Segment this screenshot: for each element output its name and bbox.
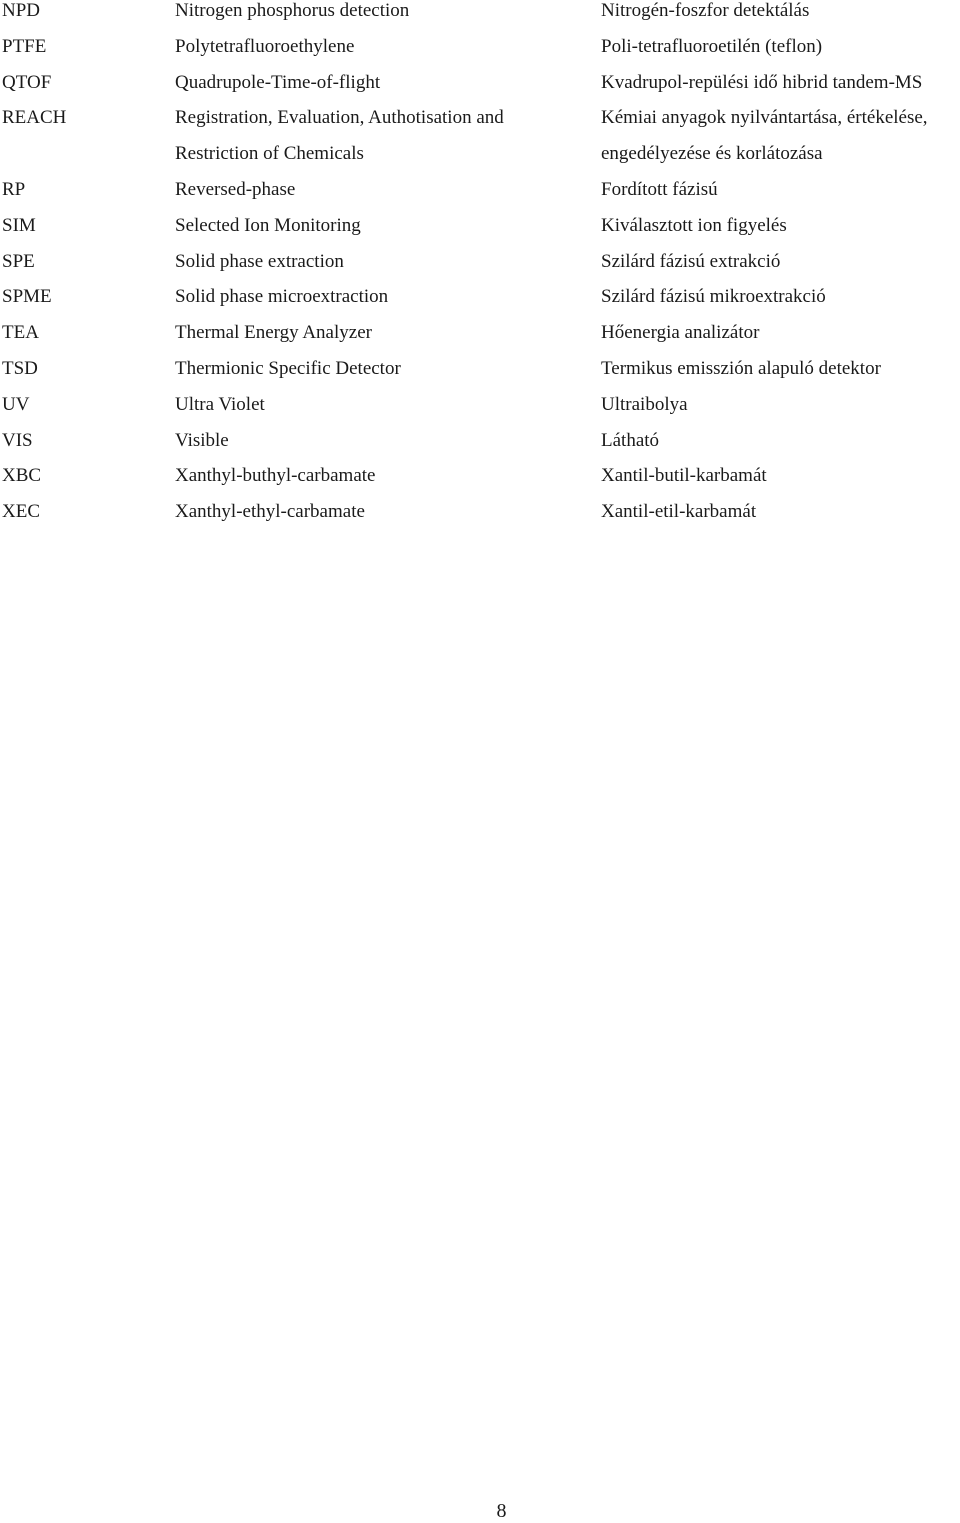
hungarian-term: Ultraibolya <box>601 393 688 415</box>
table-row <box>0 501 960 537</box>
english-term-line-1: Registration, Evaluation, Authotisation and <box>175 107 504 129</box>
english-term: Reversed-phase <box>175 178 296 200</box>
table-row <box>0 394 960 430</box>
english-term-line-2: Restriction of Chemicals <box>175 143 364 165</box>
table-row <box>0 322 960 358</box>
hungarian-term: Nitrogén-foszfor detektálás <box>601 0 810 21</box>
table-row <box>0 107 960 179</box>
hungarian-term: Kvadrupol-repülési idő hibrid tandem-MS <box>601 71 923 93</box>
abbreviation: RP <box>2 178 26 200</box>
hungarian-term: Látható <box>601 429 660 451</box>
abbreviation: TEA <box>2 322 39 344</box>
abbreviation: TSD <box>2 357 38 379</box>
hungarian-term: Xantil-etil-karbamát <box>601 501 757 523</box>
hungarian-term: Fordított fázisú <box>601 178 718 200</box>
english-term: Thermionic Specific Detector <box>175 357 401 379</box>
hungarian-term-line-1: Kémiai anyagok nyilvántartása, értékelése, <box>601 107 928 129</box>
table-row <box>0 286 960 322</box>
english-term: Visible <box>175 429 229 451</box>
table-row <box>0 0 960 36</box>
table-row <box>0 72 960 108</box>
abbreviation-table <box>0 0 960 537</box>
hungarian-term <box>601 107 928 164</box>
hungarian-term: Hőenergia analizátor <box>601 322 760 344</box>
english-term: Xanthyl-buthyl-carbamate <box>175 465 376 487</box>
hungarian-term: Kiválasztott ion figyelés <box>601 214 787 236</box>
abbreviation: SPME <box>2 286 52 308</box>
table-row <box>0 465 960 501</box>
abbreviation: QTOF <box>2 71 52 93</box>
table-row <box>0 358 960 394</box>
table-row <box>0 36 960 72</box>
table-row <box>0 179 960 215</box>
english-term <box>175 107 504 164</box>
hungarian-term: Poli-tetrafluoroetilén (teflon) <box>601 35 823 57</box>
page-number: 8 <box>496 1500 507 1522</box>
english-term: Selected Ion Monitoring <box>175 214 361 236</box>
english-term: Solid phase extraction <box>175 250 344 272</box>
english-term: Ultra Violet <box>175 393 265 415</box>
abbreviation: VIS <box>2 429 33 451</box>
english-term: Solid phase microextraction <box>175 286 389 308</box>
hungarian-term: Termikus emisszión alapuló detektor <box>601 357 881 379</box>
table-row <box>0 251 960 287</box>
english-term: Xanthyl-ethyl-carbamate <box>175 501 365 523</box>
abbreviation: UV <box>2 393 30 415</box>
abbreviation: NPD <box>2 0 41 21</box>
hungarian-term: Szilárd fázisú extrakció <box>601 250 781 272</box>
table-row <box>0 215 960 251</box>
hungarian-term: Szilárd fázisú mikroextrakció <box>601 286 826 308</box>
english-term: Thermal Energy Analyzer <box>175 322 372 344</box>
hungarian-term: Xantil-butil-karbamát <box>601 465 767 487</box>
abbreviation: PTFE <box>2 35 47 57</box>
english-term: Nitrogen phosphorus detection <box>175 0 410 21</box>
abbreviation: SIM <box>2 214 36 236</box>
table-row <box>0 430 960 466</box>
abbreviation: SPE <box>2 250 35 272</box>
abbreviation: XEC <box>2 501 40 523</box>
english-term: Quadrupole-Time-of-flight <box>175 71 381 93</box>
abbreviation: XBC <box>2 465 42 487</box>
hungarian-term-line-2: engedélyezése és korlátozása <box>601 143 823 165</box>
english-term: Polytetrafluoroethylene <box>175 35 355 57</box>
abbreviation: REACH <box>2 107 67 129</box>
